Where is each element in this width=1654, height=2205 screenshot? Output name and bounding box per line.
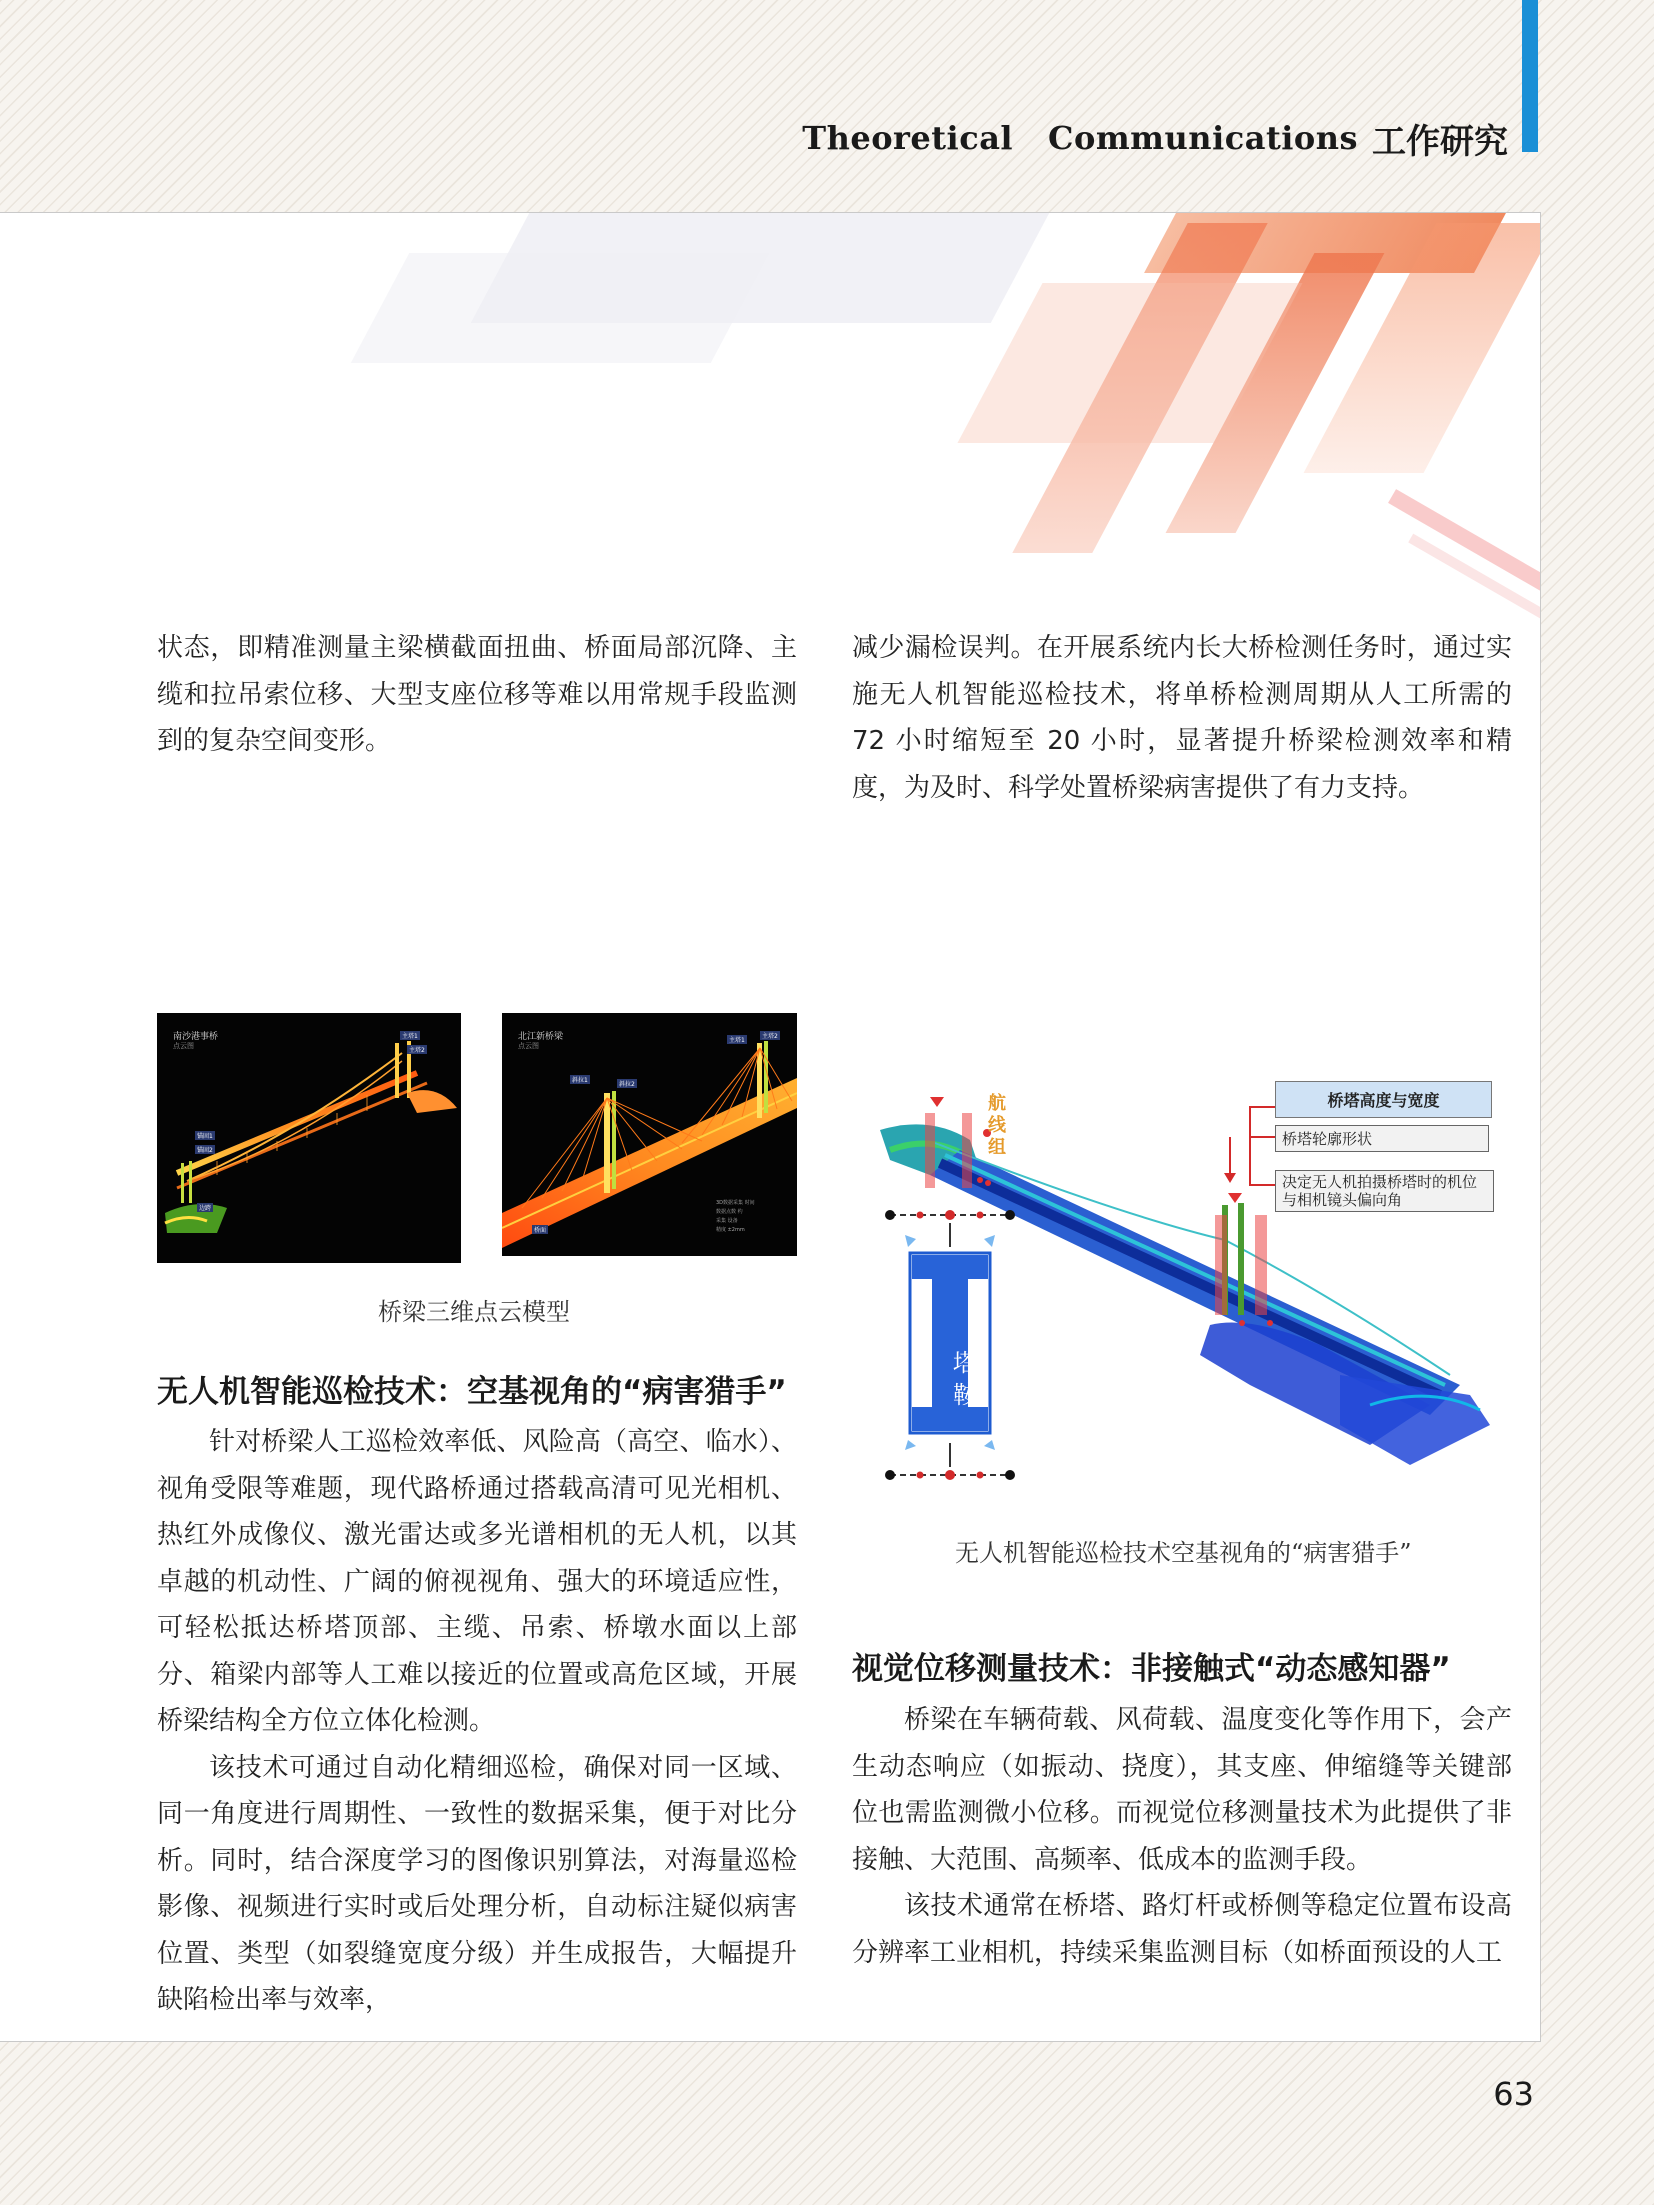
img2-legend-1: 3D数据采集 时间 [716, 1200, 755, 1206]
img1-tag-4: 锚固2 [197, 1147, 213, 1154]
img2-tag-3: 斜拉1 [572, 1077, 588, 1084]
section1-body [157, 1419, 797, 2024]
right-column [852, 625, 1512, 811]
route-label: 航线组 [988, 1093, 1006, 1158]
img1-tag-2: 主塔2 [409, 1047, 425, 1054]
img2-tag-4: 斜拉2 [619, 1081, 635, 1088]
img2-legend-3: 采集 设备 [716, 1218, 738, 1224]
diagram-box-tower-dimension: 桥塔高度与宽度 [1275, 1081, 1492, 1118]
right-continue-paragraph: 减少漏检误判。在开展系统内长大桥检测任务时，通过实施无人机智能巡检技术，将单桥检测周期从人工所需的 72 小时缩短至 20 小时，显著提升桥梁检测效率和精度，为及时、科学处置桥梁病害提供了有力支持。 [852, 633, 1512, 803]
img1-tag-3: 锚固1 [197, 1133, 213, 1140]
page-header [802, 113, 1508, 163]
img2-tag-2: 主塔2 [762, 1033, 778, 1040]
header-zh-title: 工作研究 [1372, 121, 1508, 162]
section2-heading: 视觉位移测量技术：非接触式“动态感知器” [852, 1651, 1451, 1687]
header-en-title: Theoretical Communications [802, 119, 1358, 157]
figure1-caption: 桥梁三维点云模型 [378, 1298, 570, 1326]
img2-tag-1: 主塔1 [729, 1037, 745, 1044]
bridge-point-cloud-diagram [870, 1055, 1520, 1510]
img2-tag-5: 桥面 [534, 1227, 547, 1234]
drone-inspection-diagram [870, 1055, 1520, 1510]
img1-tag-5: 边跨 [199, 1205, 212, 1212]
img2-legend-4: 精度 ±2mm [716, 1227, 745, 1233]
img1-sub: 点云图 [173, 1042, 194, 1050]
point-cloud-image-1 [157, 1013, 461, 1263]
point-cloud-image-2 [502, 1013, 797, 1256]
img2-title: 北江新桥梁 [518, 1032, 564, 1042]
img1-title: 南沙港事桥 [173, 1032, 219, 1042]
section1-paragraph-1: 针对桥梁人工巡检效率低、风险高（高空、临水）、视角受限等难题，现代路桥通过搭载高清可见光相机、热红外成像仪、激光雷达或多光谱相机的无人机，以其卓越的机动性、广阔的俯视视角、强大的环境适应性，可轻松抵达桥塔顶部、主缆、吊索、桥墩水面以上部分、箱梁内部等人工难以接近的位置或高危区域，开展桥梁结构全方位立体化检测。 [157, 1427, 797, 1736]
img1-tag-1: 主塔1 [402, 1033, 418, 1040]
accent-bar [1522, 0, 1538, 152]
section2-body [852, 1697, 1512, 1976]
img2-legend-2: 数据点数 约 [716, 1209, 743, 1215]
diagram-box-tower-profile: 桥塔轮廓形状 [1275, 1125, 1489, 1152]
section2-paragraph-1: 桥梁在车辆荷载、风荷载、温度变化等作用下，会产生动态响应（如振动、挠度），其支座、伸缩缝等关键部位也需监测微小位移。而视觉位移测量技术为此提供了非接触、大范围、高频率、低成本的监测手段。 [852, 1705, 1512, 1875]
tower-section-schematic [885, 1210, 1015, 1480]
section1-paragraph-2: 该技术可通过自动化精细巡检，确保对同一区域、同一角度进行周期性、一致性的数据采集，便于对比分析。同时，结合深度学习的图像识别算法，对海量巡检影像、视频进行实时或后处理分析，自动标注疑似病害位置、类型（如裂缝宽度分级）并生成报告，大幅提升缺陷检出率与效率， [157, 1752, 797, 2015]
diagram-box-camera-position: 决定无人机拍摄桥塔时的机位与相机镜头偏向角 [1275, 1170, 1494, 1212]
tower-saddle-label: 塔鞍 [953, 1349, 977, 1409]
img2-legend [716, 1199, 755, 1235]
page-number: 63 [1493, 2075, 1534, 2113]
intro-paragraph: 状态，即精准测量主梁横截面扭曲、桥面局部沉降、主缆和拉吊索位移、大型支座位移等难以用常规手段监测到的复杂空间变形。 [157, 633, 797, 756]
figure2-caption: 无人机智能巡检技术空基视角的“病害猎手” [955, 1539, 1412, 1567]
section2-paragraph-2: 该技术通常在桥塔、路灯杆或桥侧等稳定位置布设高分辨率工业相机，持续采集监测目标（如桥面预设的人工 [852, 1891, 1512, 1968]
section1-heading: 无人机智能巡检技术：空基视角的“病害猎手” [157, 1374, 787, 1410]
img2-sub: 点云图 [518, 1042, 539, 1050]
left-column [157, 625, 797, 765]
